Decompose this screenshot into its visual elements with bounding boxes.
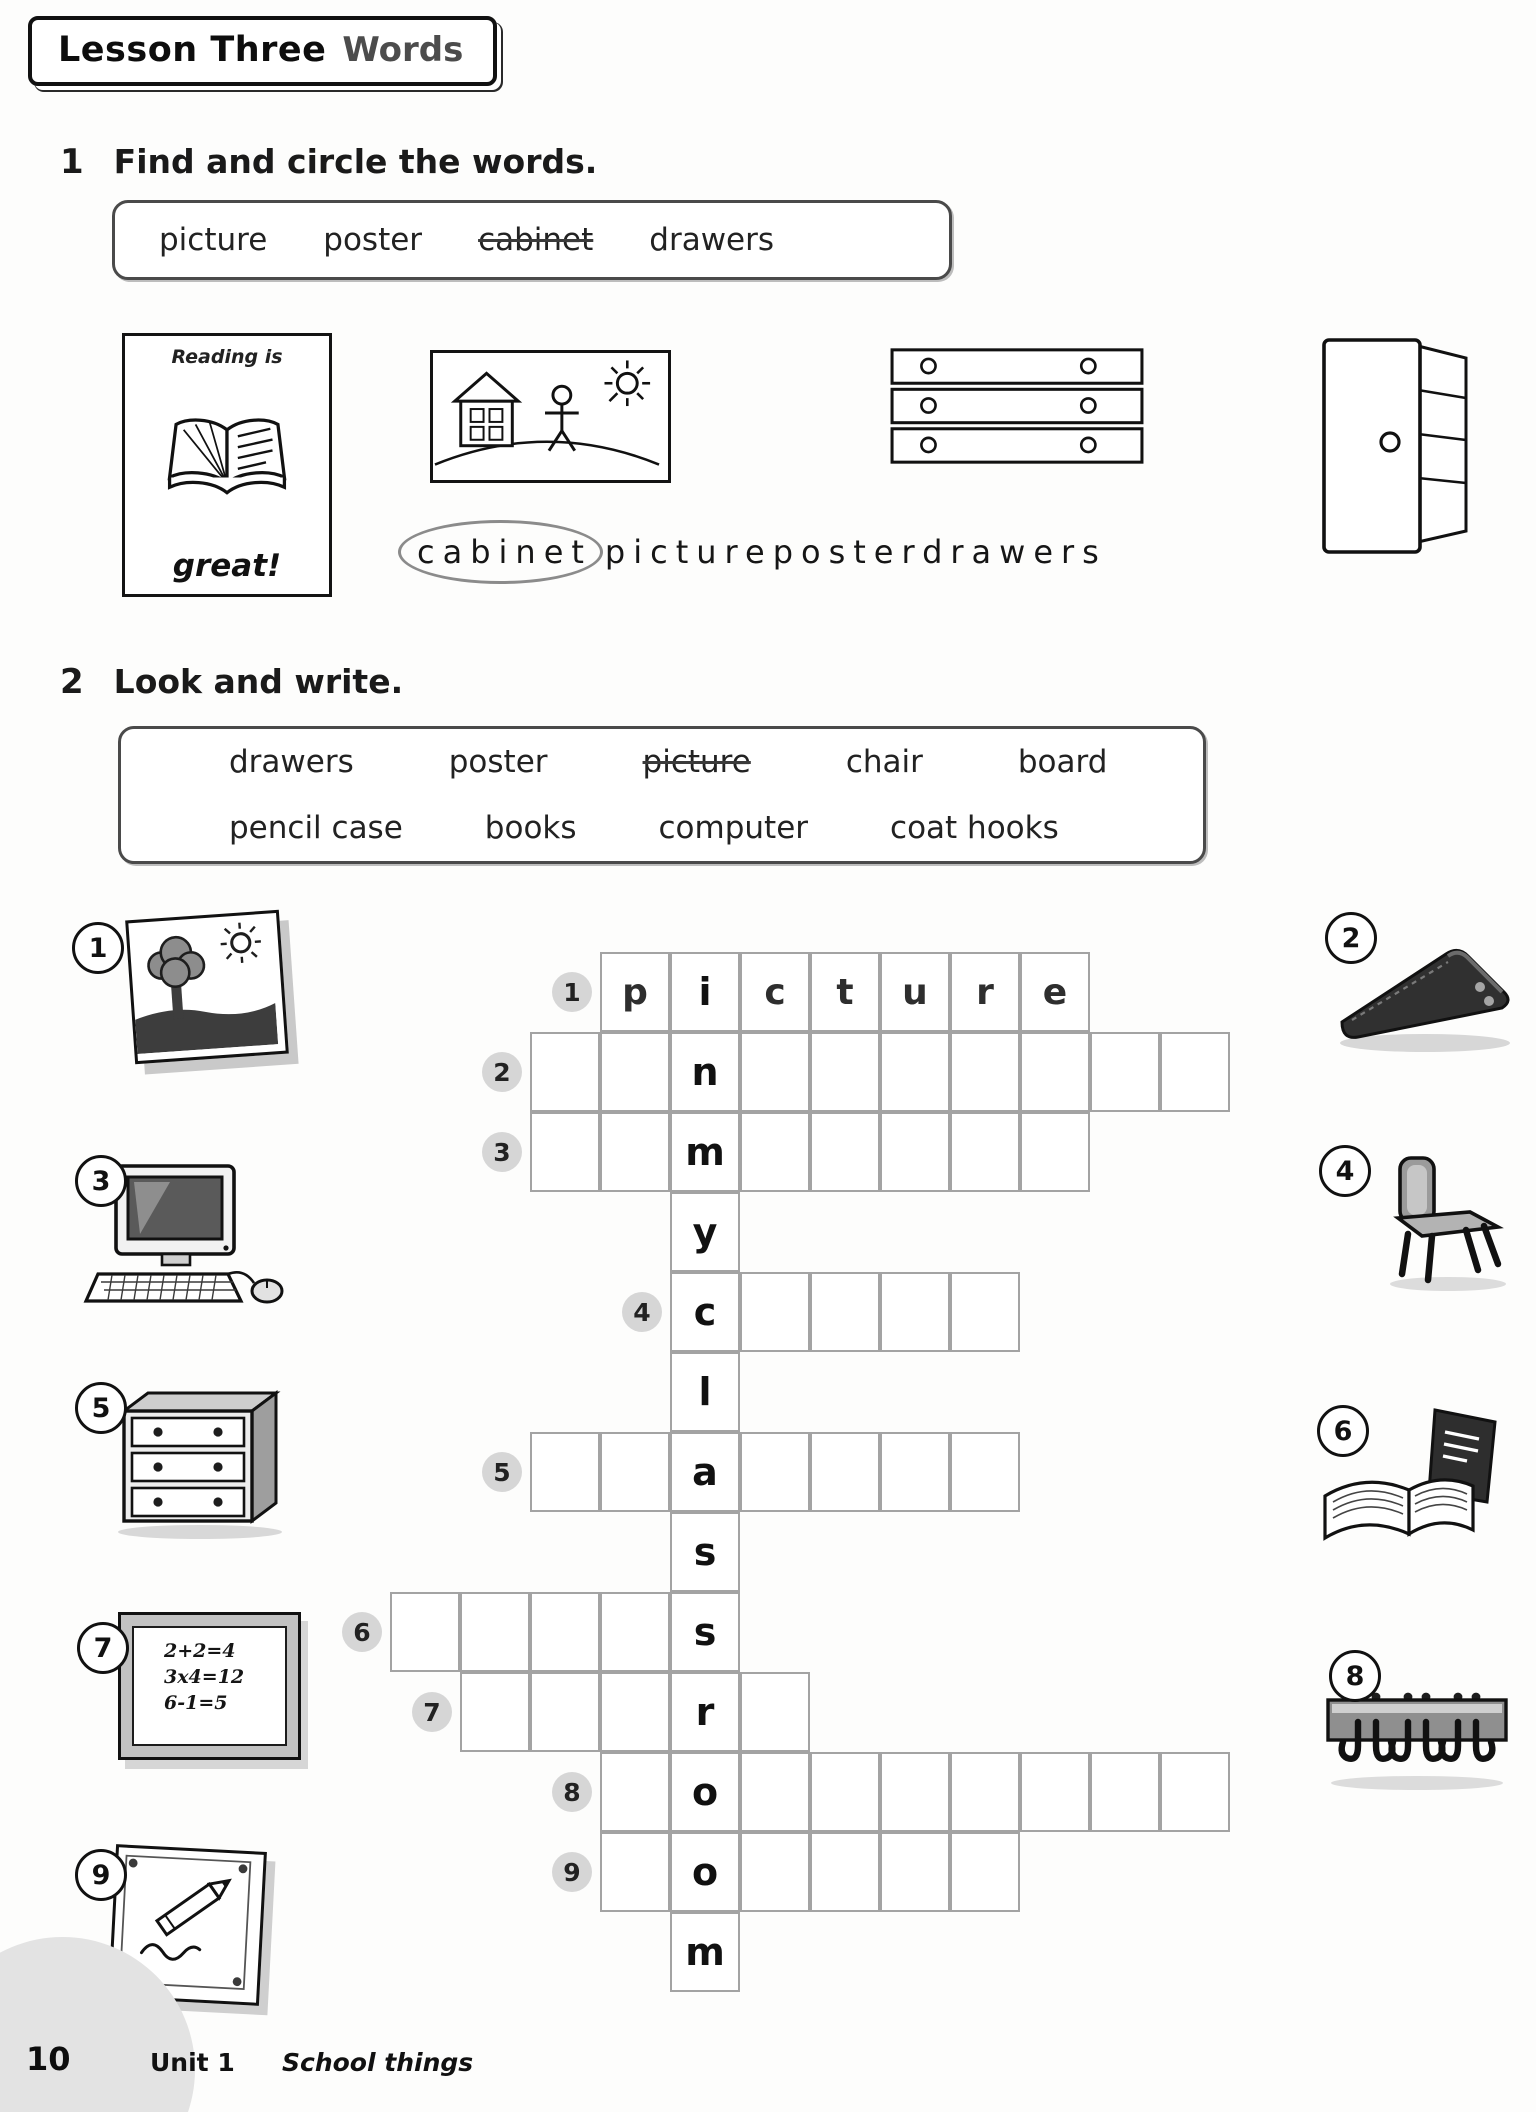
crossword-cell[interactable] — [810, 1832, 880, 1912]
exercise1-title: Find and circle the words. — [113, 142, 598, 181]
crossword-cell[interactable] — [530, 1112, 600, 1192]
crossword-cell[interactable] — [530, 1672, 600, 1752]
chair-icon — [1378, 1152, 1513, 1292]
crossword-cell: o — [670, 1832, 740, 1912]
crossword-cell: c — [670, 1272, 740, 1352]
crossword-cell[interactable] — [600, 1832, 670, 1912]
crossword-clue-number: 7 — [412, 1692, 452, 1732]
board-surface — [132, 1626, 287, 1746]
crossword-cell: r — [950, 952, 1020, 1032]
circled-word[interactable]: cabinet — [398, 520, 603, 584]
crossword-cell[interactable] — [530, 1592, 600, 1672]
crossword-cell[interactable] — [530, 1032, 600, 1112]
crossword-cell[interactable] — [740, 1112, 810, 1192]
crossword-clue-number: 6 — [342, 1612, 382, 1652]
crossword-cell[interactable] — [880, 1272, 950, 1352]
crossword-cell[interactable] — [880, 1752, 950, 1832]
word-bank-word: pencil case — [229, 810, 403, 846]
word-bank-word: drawers — [649, 222, 775, 258]
crossword-cell[interactable] — [810, 1752, 880, 1832]
crossword-cell[interactable] — [600, 1752, 670, 1832]
word-bank-word: books — [484, 810, 577, 846]
crossword-cell[interactable] — [810, 1032, 880, 1112]
exercise1-number: 1 — [60, 142, 84, 182]
crossword-cell[interactable] — [600, 1112, 670, 1192]
crossword-cell[interactable] — [950, 1832, 1020, 1912]
word-bank-word: poster — [323, 222, 423, 258]
crossword-cell: l — [670, 1352, 740, 1432]
footer-unit: Unit 1 — [150, 2048, 235, 2077]
crossword-cell: r — [670, 1672, 740, 1752]
crossword-cell: n — [670, 1032, 740, 1112]
crossword-cell: p — [600, 952, 670, 1032]
lesson-title: Lesson Three — [58, 30, 327, 70]
crossword-cell: m — [670, 1112, 740, 1192]
exercise2-number: 2 — [60, 662, 84, 702]
crossword-cell[interactable] — [810, 1112, 880, 1192]
crossword-cell[interactable] — [880, 1832, 950, 1912]
crossword-cell[interactable] — [740, 1272, 810, 1352]
crossword-clue-number: 1 — [552, 972, 592, 1012]
crossword-cell[interactable] — [1160, 1752, 1230, 1832]
crossword-cell: i — [670, 952, 740, 1032]
crossword-cell[interactable] — [810, 1432, 880, 1512]
crossword-cell[interactable] — [880, 1432, 950, 1512]
crossword-clue-number: 4 — [622, 1292, 662, 1332]
crossword-cell[interactable] — [1020, 1752, 1090, 1832]
crossword-cell[interactable] — [530, 1432, 600, 1512]
drawers-chest-icon — [110, 1385, 290, 1540]
crossword-cell: u — [880, 952, 950, 1032]
board-figure — [118, 1612, 301, 1760]
crossword-cell[interactable] — [460, 1592, 530, 1672]
crossword-cell: a — [670, 1432, 740, 1512]
word-bank-word: cabinet — [478, 222, 594, 258]
board-math-line: 2+2=4 — [164, 1640, 236, 1662]
picture-icon — [128, 913, 278, 1054]
clue-circle-3: 3 — [75, 1155, 127, 1207]
word-bank-word: chair — [845, 744, 923, 780]
crossword-clue-number: 5 — [482, 1452, 522, 1492]
crossword-cell[interactable] — [1020, 1032, 1090, 1112]
crossword-cell: e — [1020, 952, 1090, 1032]
crossword-cell: s — [670, 1512, 740, 1592]
clue-circle-2: 2 — [1325, 912, 1377, 964]
clue-circle-7: 7 — [77, 1622, 129, 1674]
crossword-cell: t — [810, 952, 880, 1032]
word-bank-word: computer — [658, 810, 809, 846]
crossword-cell: y — [670, 1192, 740, 1272]
crossword-cell: o — [670, 1752, 740, 1832]
crossword-cell[interactable] — [600, 1592, 670, 1672]
crossword-cell[interactable] — [1090, 1752, 1160, 1832]
clue-circle-9: 9 — [75, 1849, 127, 1901]
clue-circle-5: 5 — [75, 1382, 127, 1434]
crossword-cell[interactable] — [880, 1032, 950, 1112]
crossword-cell[interactable] — [460, 1672, 530, 1752]
footer-topic: School things — [282, 2048, 474, 2077]
crossword-cell[interactable] — [1020, 1112, 1090, 1192]
clue-circle-6: 6 — [1317, 1405, 1369, 1457]
crossword-cell[interactable] — [600, 1672, 670, 1752]
crossword-cell[interactable] — [950, 1272, 1020, 1352]
clue-circle-8: 8 — [1329, 1650, 1381, 1702]
crossword-cell[interactable] — [740, 1832, 810, 1912]
crossword-cell[interactable] — [600, 1432, 670, 1512]
picture-figure — [125, 910, 289, 1064]
board-math-line: 3x4=12 — [164, 1666, 245, 1688]
crossword-cell[interactable] — [880, 1112, 950, 1192]
word-bank-word: coat hooks — [890, 810, 1059, 846]
crossword-cell[interactable] — [1160, 1032, 1230, 1112]
crossword-cell: s — [670, 1592, 740, 1672]
board-math-line: 6-1=5 — [164, 1692, 228, 1714]
crossword-cell[interactable] — [390, 1592, 460, 1672]
word-bank-word: board — [1017, 744, 1108, 780]
crossword-clue-number: 3 — [482, 1132, 522, 1172]
page-number: 10 — [26, 2040, 71, 2078]
crossword-cell[interactable] — [950, 1112, 1020, 1192]
letter-string-rest[interactable]: pictureposterdrawers — [604, 533, 1107, 571]
word-bank-word: poster — [448, 744, 548, 780]
crossword-cell: m — [670, 1912, 740, 1992]
crossword-cell[interactable] — [950, 1032, 1020, 1112]
word-bank-word: drawers — [229, 744, 354, 780]
crossword-cell[interactable] — [950, 1752, 1020, 1832]
crossword-cell[interactable] — [810, 1272, 880, 1352]
crossword-clue-number: 2 — [482, 1052, 522, 1092]
crossword-clue-number: 8 — [552, 1772, 592, 1812]
word-bank-word: picture — [159, 222, 268, 258]
drawers-small-figure — [110, 1385, 292, 1543]
crossword-cell[interactable] — [740, 1432, 810, 1512]
crossword-cell[interactable] — [600, 1032, 670, 1112]
clue-circle-1: 1 — [72, 922, 124, 974]
crossword-clue-number: 9 — [552, 1852, 592, 1892]
crossword-cell[interactable] — [740, 1672, 810, 1752]
chair-figure — [1378, 1152, 1518, 1297]
crossword-cell: c — [740, 952, 810, 1032]
exercise2-title: Look and write. — [113, 662, 404, 701]
crossword-cell[interactable] — [950, 1432, 1020, 1512]
crossword-cell[interactable] — [740, 1752, 810, 1832]
crossword-cell[interactable] — [1090, 1032, 1160, 1112]
lesson-subtitle: Words — [342, 30, 464, 70]
book-figure-caption-bottom: great! — [172, 548, 282, 584]
book-figure-caption-top: Reading is — [171, 346, 283, 368]
clue-circle-4: 4 — [1319, 1145, 1371, 1197]
word-bank-word: picture — [642, 744, 751, 780]
crossword-cell[interactable] — [740, 1032, 810, 1112]
